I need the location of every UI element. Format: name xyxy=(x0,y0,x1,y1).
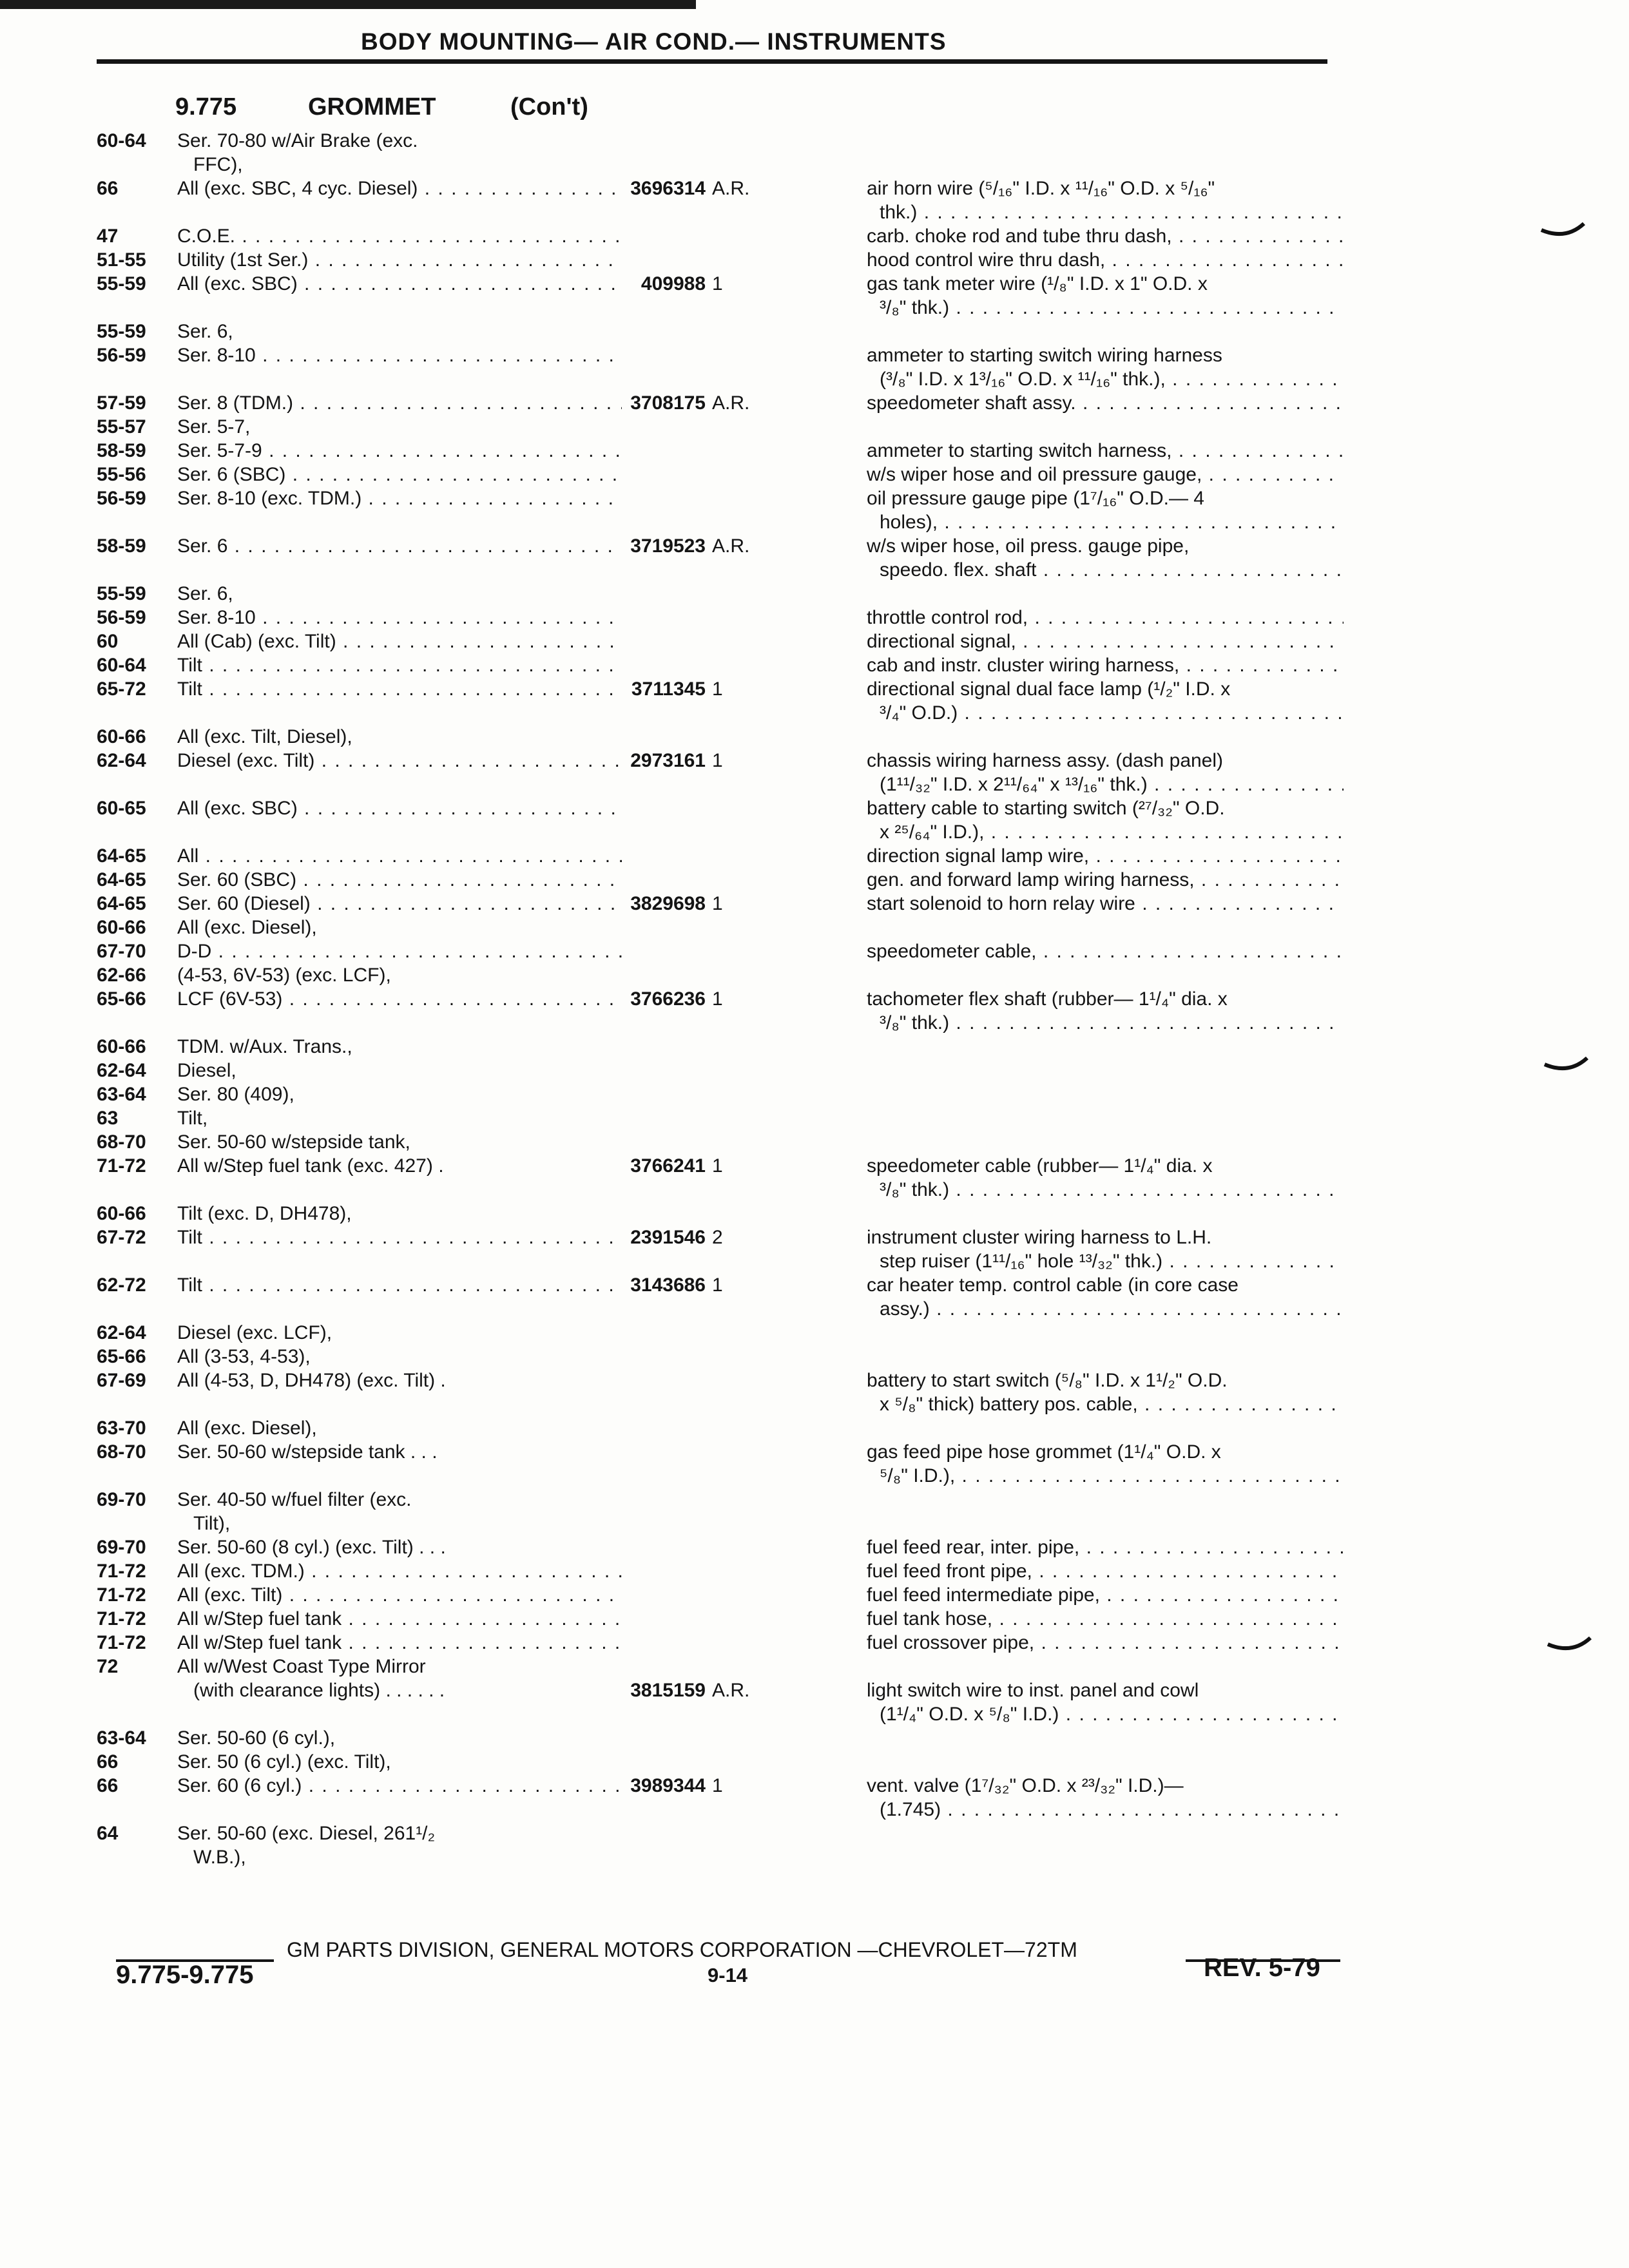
application-description: All (4-53, D, DH478) (exc. Tilt) . xyxy=(177,1370,446,1391)
model-years: 63-70 xyxy=(97,1418,146,1439)
application-description: LCF (6V-53) . . . xyxy=(177,987,622,1011)
application-description: Ser. 50-60 (8 cyl.) (exc. Tilt) . . . xyxy=(177,1537,446,1558)
application-description: Ser. 60 (Diesel) . . . xyxy=(177,892,622,916)
catalog-line xyxy=(97,820,1353,844)
catalog-group xyxy=(97,1321,1353,1416)
model-years: 62-72 xyxy=(97,1274,146,1296)
catalog-line xyxy=(97,725,1353,749)
model-years: 71-72 xyxy=(97,1608,146,1629)
usage-description-continued: x ²⁵/₆₄" I.D.), . . . xyxy=(880,820,1344,844)
usage-description: carb. choke rod and tube thru dash, . . . xyxy=(867,224,1344,248)
application-description: All w/Step fuel tank (exc. 427) . xyxy=(177,1155,444,1177)
model-years: 64 xyxy=(97,1823,119,1844)
usage-description-continued: ³/₈" thk.) . . . xyxy=(880,1011,1344,1035)
application-description: All (3-53, 4-53), xyxy=(177,1346,311,1367)
catalog-line xyxy=(97,558,1353,582)
catalog-group xyxy=(97,1821,1353,1869)
usage-description: fuel feed intermediate pipe, . . . xyxy=(867,1583,1344,1607)
part-number: 3989344 xyxy=(630,1775,706,1796)
scan-top-edge xyxy=(0,0,696,9)
catalog-line xyxy=(97,773,1353,796)
catalog-group xyxy=(97,1726,1353,1821)
application-description: (4-53, 6V-53) (exc. LCF), xyxy=(177,965,391,986)
usage-description-continued: step ruiser (1¹¹/₁₆" hole ¹³/₃₂" thk.) . . . xyxy=(880,1249,1344,1273)
model-years: 55-56 xyxy=(97,464,146,485)
model-years: 66 xyxy=(97,1775,119,1796)
usage-description: tachometer flex shaft (rubber— 1¹/₄" dia. x xyxy=(867,988,1228,1010)
application-description: All (exc. Diesel), xyxy=(177,917,317,938)
catalog-line xyxy=(97,415,1353,439)
usage-description: fuel feed front pipe, . . . xyxy=(867,1559,1344,1583)
application-description: Tilt . . . xyxy=(177,1225,622,1249)
usage-description: oil pressure gauge pipe (1⁷/₁₆" O.D.— 4 xyxy=(867,488,1204,509)
catalog-line xyxy=(97,629,1353,653)
usage-description-continued: holes), . . . xyxy=(880,510,1344,534)
quantity: 1 xyxy=(712,893,723,914)
usage-description-continued: (³/₈" I.D. x 1³/₁₆" O.D. x ¹¹/₁₆" thk.), . . . xyxy=(880,367,1344,391)
application-description: All (Cab) (exc. Tilt) . . . xyxy=(177,629,622,653)
usage-description: gas tank meter wire (¹/₈" I.D. x 1" O.D. x xyxy=(867,273,1208,294)
model-years: 65-66 xyxy=(97,988,146,1010)
catalog-line xyxy=(97,1583,1353,1607)
application-description: Ser. 60 (SBC) . . . xyxy=(177,868,622,892)
application-description: Tilt . . . xyxy=(177,653,622,677)
application-description: TDM. w/Aux. Trans., xyxy=(177,1036,352,1057)
usage-description: directional signal, . . . xyxy=(867,629,1344,653)
application-description: Ser. 8 (TDM.) . . . xyxy=(177,391,622,415)
catalog-line xyxy=(97,1607,1353,1631)
catalog-line xyxy=(97,320,1353,343)
scan-margin-mark xyxy=(1540,222,1585,242)
catalog-line xyxy=(97,892,1353,916)
catalog-group xyxy=(97,320,1353,391)
quantity: 1 xyxy=(712,988,723,1010)
usage-description: start solenoid to horn relay wire . . . xyxy=(867,892,1344,916)
usage-description: throttle control rod, . . . xyxy=(867,606,1344,629)
model-years: 63-64 xyxy=(97,1084,146,1105)
catalog-line xyxy=(97,177,1353,200)
catalog-line xyxy=(97,1559,1353,1583)
catalog-line xyxy=(97,1702,1353,1726)
catalog-line xyxy=(97,391,1353,415)
model-years: 62-64 xyxy=(97,750,146,771)
model-years: 63 xyxy=(97,1108,119,1129)
application-description: All w/Step fuel tank . . . xyxy=(177,1631,622,1655)
part-number: 2973161 xyxy=(630,750,706,771)
application-description: Tilt . . . xyxy=(177,677,622,701)
catalog-line xyxy=(97,224,1353,248)
section-continued: (Con't) xyxy=(510,93,588,120)
usage-description: hood control wire thru dash, . . . xyxy=(867,248,1344,272)
model-years: 55-57 xyxy=(97,416,146,437)
part-number: 3696314 xyxy=(630,178,706,199)
usage-description-continued: ³/₈" thk.) . . . xyxy=(880,296,1344,320)
model-years: 71-72 xyxy=(97,1155,146,1177)
usage-description-continued: speedo. flex. shaft . . . xyxy=(880,558,1344,582)
model-years: 64-65 xyxy=(97,893,146,914)
page-header-title: BODY MOUNTING— AIR COND.— INSTRUMENTS xyxy=(361,28,947,55)
catalog-line xyxy=(97,987,1353,1011)
usage-description: ammeter to starting switch harness, . . . xyxy=(867,439,1344,463)
catalog-line xyxy=(97,1082,1353,1106)
usage-description-continued: x ⁵/₈" thick) battery pos. cable, . . . xyxy=(880,1392,1344,1416)
quantity: A.R. xyxy=(712,535,750,557)
catalog-line xyxy=(97,963,1353,987)
catalog-line xyxy=(97,1440,1353,1464)
application-description: Ser. 50-60 (6 cyl.), xyxy=(177,1727,336,1749)
quantity: 2 xyxy=(712,1227,723,1248)
application-description: Ser. 8-10 (exc. TDM.) . . . xyxy=(177,486,622,510)
catalog-line xyxy=(97,844,1353,868)
section-number: 9.775 xyxy=(175,93,237,120)
catalog-line xyxy=(97,1416,1353,1440)
catalog-line xyxy=(97,1154,1353,1178)
catalog-line xyxy=(97,1464,1353,1488)
catalog-line xyxy=(97,1297,1353,1321)
model-years: 60-65 xyxy=(97,798,146,819)
model-years: 63-64 xyxy=(97,1727,146,1749)
usage-description-continued: assy.) . . . xyxy=(880,1297,1344,1321)
model-years: 56-59 xyxy=(97,488,146,509)
usage-description: vent. valve (1⁷/₃₂" O.D. x ²³/₃₂" I.D.)— xyxy=(867,1775,1184,1796)
usage-description-continued: (1¹/₄" O.D. x ⁵/₈" I.D.) . . . xyxy=(880,1702,1344,1726)
catalog-line xyxy=(97,1249,1353,1273)
usage-description-continued: thk.) . . . xyxy=(880,200,1344,224)
application-description: All (exc. Tilt) . . . xyxy=(177,1583,622,1607)
catalog-line xyxy=(97,1821,1353,1845)
application-description: All (exc. SBC) . . . xyxy=(177,272,622,296)
model-years: 66 xyxy=(97,1751,119,1773)
catalog-line xyxy=(97,1798,1353,1821)
application-description: All w/West Coast Type Mirror xyxy=(177,1656,426,1677)
usage-description: gas feed pipe hose grommet (1¹/₄" O.D. x xyxy=(867,1441,1221,1463)
model-years: 71-72 xyxy=(97,1561,146,1582)
quantity: A.R. xyxy=(712,392,750,414)
catalog-line xyxy=(97,677,1353,701)
catalog-group xyxy=(97,725,1353,796)
catalog-line xyxy=(97,272,1353,296)
model-years: 64-65 xyxy=(97,845,146,867)
usage-description-continued: ³/₈" thk.) . . . xyxy=(880,1178,1344,1202)
application-description: Ser. 6 . . . xyxy=(177,534,622,558)
catalog-line xyxy=(97,939,1353,963)
usage-description: ammeter to starting switch wiring harness xyxy=(867,345,1222,366)
catalog-group xyxy=(97,582,1353,725)
catalog-line xyxy=(97,701,1353,725)
application-description: Ser. 70-80 w/Air Brake (exc. xyxy=(177,130,418,151)
application-description: All . . . xyxy=(177,844,622,868)
model-years: 64-65 xyxy=(97,869,146,890)
model-years: 69-70 xyxy=(97,1489,146,1510)
catalog-line xyxy=(97,296,1353,320)
usage-description: fuel tank hose, . . . xyxy=(867,1607,1344,1631)
catalog-group xyxy=(97,1035,1353,1202)
catalog-line xyxy=(97,1726,1353,1750)
part-number: 3708175 xyxy=(630,392,706,414)
catalog-line xyxy=(97,248,1353,272)
part-number: 409988 xyxy=(641,273,706,294)
usage-description: gen. and forward lamp wiring harness, . . . xyxy=(867,868,1344,892)
usage-description: air horn wire (⁵/₁₆" I.D. x ¹¹/₁₆" O.D. x ⁵/₁₆" xyxy=(867,178,1215,199)
usage-description: instrument cluster wiring harness to L.H. xyxy=(867,1227,1212,1248)
model-years: 62-66 xyxy=(97,965,146,986)
application-description: Ser. 50-60 w/stepside tank . . . xyxy=(177,1441,438,1463)
catalog-group xyxy=(97,391,1353,534)
quantity: 1 xyxy=(712,273,723,294)
footer-section-range: 9.775-9.775 xyxy=(116,1961,254,1989)
catalog-line xyxy=(97,1178,1353,1202)
catalog-line xyxy=(97,129,1353,153)
application-description: Ser. 8-10 . . . xyxy=(177,343,622,367)
part-number: 3815159 xyxy=(630,1680,706,1701)
model-years: 56-59 xyxy=(97,345,146,366)
application-description: All w/Step fuel tank . . . xyxy=(177,1607,622,1631)
model-years: 72 xyxy=(97,1656,119,1677)
application-description: All (exc. Diesel), xyxy=(177,1418,317,1439)
catalog-line xyxy=(97,796,1353,820)
application-description: All (exc. Tilt, Diesel), xyxy=(177,726,352,747)
application-description: Ser. 80 (409), xyxy=(177,1084,294,1105)
application-description: Ser. 50-60 w/stepside tank, xyxy=(177,1131,410,1153)
application-description: Ser. 6, xyxy=(177,583,233,604)
catalog-line xyxy=(97,1059,1353,1082)
section-name: GROMMET xyxy=(308,93,436,120)
footer-publisher: GM PARTS DIVISION, GENERAL MOTORS CORPORATION —CHEVROLET—72TM xyxy=(287,1938,1077,1961)
model-years: 55-59 xyxy=(97,321,146,342)
model-years: 60 xyxy=(97,631,119,652)
catalog-group xyxy=(97,1202,1353,1273)
usage-description-continued: ⁵/₈" I.D.), . . . xyxy=(880,1464,1344,1488)
catalog-group xyxy=(97,129,1353,224)
catalog-line xyxy=(97,1035,1353,1059)
catalog-line xyxy=(97,1488,1353,1512)
model-years: 67-72 xyxy=(97,1227,146,1248)
application-description: Ser. 5-7, xyxy=(177,416,251,437)
model-years: 71-72 xyxy=(97,1584,146,1606)
application-description: Diesel (exc. LCF), xyxy=(177,1322,333,1343)
application-description: All (exc. SBC) . . . xyxy=(177,796,622,820)
footer-revision: REV. 5-79 xyxy=(1204,1954,1320,1982)
catalog-line xyxy=(97,1750,1353,1774)
quantity: 1 xyxy=(712,750,723,771)
usage-description-continued: ³/₄" O.D.) . . . xyxy=(880,701,1344,725)
catalog-line xyxy=(97,1130,1353,1154)
part-number: 3711345 xyxy=(631,678,706,700)
catalog-line xyxy=(97,1631,1353,1655)
model-years: 60-64 xyxy=(97,655,146,676)
catalog-group xyxy=(97,1416,1353,1488)
catalog-line xyxy=(97,1369,1353,1392)
catalog-line xyxy=(97,1774,1353,1798)
scan-margin-mark xyxy=(1543,1057,1588,1076)
catalog-group xyxy=(97,1273,1353,1321)
catalog-line xyxy=(97,916,1353,939)
catalog-line xyxy=(97,1535,1353,1559)
application-description-continued: W.B.), xyxy=(193,1847,246,1868)
quantity: A.R. xyxy=(712,1680,750,1701)
usage-description: w/s wiper hose, oil press. gauge pipe, xyxy=(867,535,1190,557)
usage-description: speedometer cable, . . . xyxy=(867,939,1344,963)
application-description: C.O.E. . . . xyxy=(177,224,622,248)
catalog-line xyxy=(97,1106,1353,1130)
model-years: 69-70 xyxy=(97,1537,146,1558)
model-years: 55-59 xyxy=(97,273,146,294)
catalog-line xyxy=(97,1225,1353,1249)
part-number: 3143686 xyxy=(630,1274,706,1296)
catalog-line xyxy=(97,534,1353,558)
model-years: 55-59 xyxy=(97,583,146,604)
catalog-line xyxy=(97,1512,1353,1535)
scan-margin-mark xyxy=(1547,1637,1592,1656)
part-number: 2391546 xyxy=(630,1227,706,1248)
usage-description-continued: (1.745) . . . xyxy=(880,1798,1344,1821)
model-years: 65-66 xyxy=(97,1346,146,1367)
catalog-group xyxy=(97,844,1353,1035)
catalog-line xyxy=(97,606,1353,629)
catalog-line xyxy=(97,200,1353,224)
part-number: 3766241 xyxy=(630,1155,706,1177)
usage-description: light switch wire to inst. panel and cowl xyxy=(867,1680,1199,1701)
catalog-line xyxy=(97,1655,1353,1678)
catalog-line xyxy=(97,367,1353,391)
model-years: 62-64 xyxy=(97,1060,146,1081)
application-description: All (exc. SBC, 4 cyc. Diesel) . . . xyxy=(177,177,622,200)
application-description: Tilt, xyxy=(177,1108,208,1129)
quantity: 1 xyxy=(712,678,723,700)
part-number: 3719523 xyxy=(630,535,706,557)
usage-description: fuel crossover pipe, . . . xyxy=(867,1631,1344,1655)
model-years: 65-72 xyxy=(97,678,146,700)
model-years: 68-70 xyxy=(97,1131,146,1153)
model-years: 56-59 xyxy=(97,607,146,628)
catalog-line xyxy=(97,486,1353,510)
quantity: 1 xyxy=(712,1274,723,1296)
quantity: 1 xyxy=(712,1155,723,1177)
application-description: Ser. 40-50 w/fuel filter (exc. xyxy=(177,1489,412,1510)
application-description: Ser. 6 (SBC) . . . xyxy=(177,463,622,486)
application-description: Ser. 8-10 . . . xyxy=(177,606,622,629)
model-years: 60-64 xyxy=(97,130,146,151)
catalog-line xyxy=(97,653,1353,677)
model-years: 60-66 xyxy=(97,1203,146,1224)
application-description-continued: (with clearance lights) . . . . . . xyxy=(193,1680,445,1701)
usage-description: cab and instr. cluster wiring harness, . . . xyxy=(867,653,1344,677)
application-description: Ser. 50-60 (exc. Diesel, 261¹/₂ xyxy=(177,1823,436,1844)
catalog-line xyxy=(97,1845,1353,1869)
catalog-line xyxy=(97,343,1353,367)
model-years: 47 xyxy=(97,226,119,247)
model-years: 67-69 xyxy=(97,1370,146,1391)
model-years: 58-59 xyxy=(97,535,146,557)
footer-page-number: 9-14 xyxy=(708,1964,748,1986)
usage-description: w/s wiper hose and oil pressure gauge, . . . xyxy=(867,463,1344,486)
catalog-group xyxy=(97,534,1353,582)
application-description: All (exc. TDM.) . . . xyxy=(177,1559,622,1583)
part-number: 3766236 xyxy=(630,988,706,1010)
model-years: 67-70 xyxy=(97,941,146,962)
catalog-line xyxy=(97,1678,1353,1702)
application-description-continued: FFC), xyxy=(193,154,243,175)
application-description: Ser. 60 (6 cyl.) . . . xyxy=(177,1774,622,1798)
catalog-line xyxy=(97,1392,1353,1416)
application-description: Utility (1st Ser.) . . . xyxy=(177,248,622,272)
catalog-line xyxy=(97,153,1353,177)
usage-description: car heater temp. control cable (in core case xyxy=(867,1274,1239,1296)
catalog-line xyxy=(97,1011,1353,1035)
model-years: 51-55 xyxy=(97,249,146,271)
model-years: 62-64 xyxy=(97,1322,146,1343)
model-years: 66 xyxy=(97,178,119,199)
catalog-line xyxy=(97,582,1353,606)
catalog-line xyxy=(97,868,1353,892)
usage-description: fuel feed rear, inter. pipe, . . . xyxy=(867,1535,1344,1559)
model-years: 68-70 xyxy=(97,1441,146,1463)
application-description-continued: Tilt), xyxy=(193,1513,231,1534)
usage-description: directional signal dual face lamp (¹/₂" I.D. x xyxy=(867,678,1231,700)
application-description: Tilt (exc. D, DH478), xyxy=(177,1203,352,1224)
catalog-line xyxy=(97,463,1353,486)
header-rule xyxy=(97,59,1327,64)
application-description: Ser. 5-7-9 . . . xyxy=(177,439,622,463)
catalog-line xyxy=(97,749,1353,773)
model-years: 60-66 xyxy=(97,917,146,938)
catalog-line xyxy=(97,1202,1353,1225)
catalog-line xyxy=(97,510,1353,534)
part-number: 3829698 xyxy=(630,893,706,914)
model-years: 60-66 xyxy=(97,726,146,747)
model-years: 60-66 xyxy=(97,1036,146,1057)
model-years: 71-72 xyxy=(97,1632,146,1653)
quantity: 1 xyxy=(712,1775,723,1796)
quantity: A.R. xyxy=(712,178,750,199)
model-years: 58-59 xyxy=(97,440,146,461)
application-description: Tilt . . . xyxy=(177,1273,622,1297)
application-description: Ser. 50 (6 cyl.) (exc. Tilt), xyxy=(177,1751,391,1773)
usage-description: speedometer cable (rubber— 1¹/₄" dia. x xyxy=(867,1155,1213,1177)
catalog-group xyxy=(97,224,1353,320)
usage-description: direction signal lamp wire, . . . xyxy=(867,844,1344,868)
application-description: Ser. 6, xyxy=(177,321,233,342)
usage-description: battery cable to starting switch (²⁷/₃₂" O.D. xyxy=(867,798,1225,819)
catalog-group xyxy=(97,1488,1353,1726)
usage-description: speedometer shaft assy. . . . xyxy=(867,391,1344,415)
application-description: Diesel (exc. Tilt) . . . xyxy=(177,749,622,773)
usage-description-continued: (1¹¹/₃₂" I.D. x 2¹¹/₆₄" x ¹³/₁₆" thk.) . . . xyxy=(880,773,1344,796)
catalog-line xyxy=(97,1321,1353,1345)
usage-description: battery to start switch (⁵/₈" I.D. x 1¹/₂" O.D. xyxy=(867,1370,1228,1391)
catalog-line xyxy=(97,1345,1353,1369)
application-description: D-D . . . xyxy=(177,939,622,963)
catalog-line xyxy=(97,439,1353,463)
model-years: 57-59 xyxy=(97,392,146,414)
catalog-group xyxy=(97,796,1353,844)
usage-description: chassis wiring harness assy. (dash panel) xyxy=(867,750,1224,771)
application-description: Diesel, xyxy=(177,1060,236,1081)
catalog-line xyxy=(97,1273,1353,1297)
